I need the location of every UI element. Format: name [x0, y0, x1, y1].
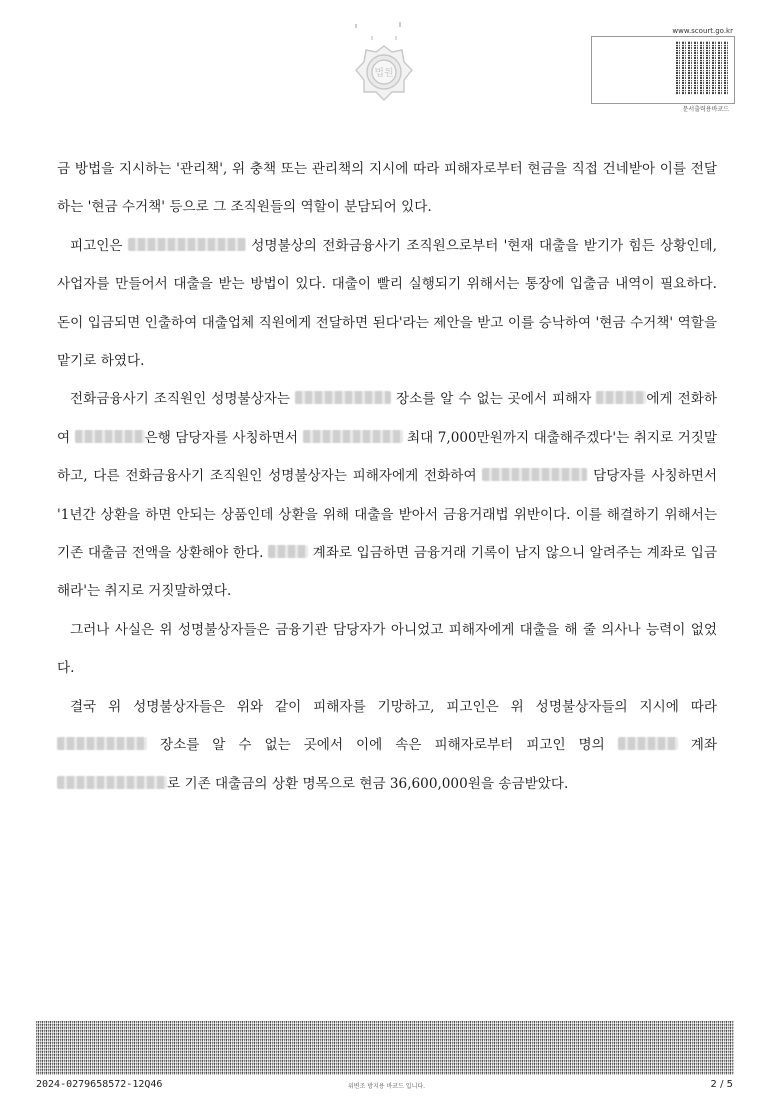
redacted-text	[295, 391, 391, 404]
redacted-text	[128, 238, 246, 251]
seal-label: 법원	[374, 68, 394, 79]
barcode-url: www.scourt.go.kr	[672, 27, 733, 35]
paragraph-4: 그러나 사실은 위 성명불상자들은 금융기관 담당자가 아니었고 피해자에게 대출을 해 줄 의사나 능력이 없었다.	[57, 621, 717, 677]
redacted-text	[57, 776, 167, 789]
paragraph-2: 피고인은 성명불상의 전화금융사기 조직원으로부터 '현재 대출을 받기가 힘든 상황인데, 사업자를 만들어서 대출을 받는 방법이 있다. 대출이 빨리 실행되기 위해서는 통장에 입출금 내역이 필요하다. 돈이 입금되면 인출하여 대출업체 직원에게 전달하면 된다'라는 제안을 받고 이를 승낙하여 '현금 수거책' 역할을 맡기로 하였다.	[57, 237, 717, 370]
court-seal-emblem	[352, 22, 416, 114]
paragraph-1: 금 방법을 지시하는 '관리책', 위 충책 또는 관리책의 지시에 따라 피해자로부터 현금을 직접 건네받아 이를 전달하는 '현금 수거책' 등으로 그 조직원들의 역할이 분담되어 있다.	[57, 161, 717, 216]
document-number: 2024-0279658572-12Q46	[36, 1079, 163, 1090]
barcode-caption: 문서출력용바코드	[682, 106, 729, 113]
redacted-text	[268, 545, 308, 558]
redacted-text	[75, 430, 145, 443]
paragraph-3: 전화금융사기 조직원인 성명불상자는 장소를 알 수 없는 곳에서 피해자 에게 전화하여 은행 담당자를 사칭하면서 최대 7,000만원까지 대출해주겠다'는 취지로 거짓말하고, 다른 전화금융사기 조직원인 성명불상자는 피해자에게 전화하여 담당자를 사칭하면서 '1년간 상환을 하면 안되는 상품인데 상환을 위해 대출을 받아서 금융거래법 위반이다. 이를 해결하기 위해서는 기존 대출금 전액을 상환해야 한다. 계좌로 입금하면 금융거래 기록이 남지 않으니 알려주는 계좌로 입금해라'는 취지로 거짓말하였다.	[57, 391, 718, 600]
redacted-text	[618, 737, 678, 750]
verification-barcode	[591, 36, 735, 104]
redacted-text	[596, 391, 646, 404]
page-number: 2 / 5	[710, 1079, 733, 1090]
anti-forgery-note: 위변조 방지용 바코드 입니다.	[347, 1083, 426, 1090]
paragraph-5: 결국 위 성명불상자들은 위와 같이 피해자를 기망하고, 피고인은 위 성명불상자들의 지시에 따라 장소를 알 수 없는 곳에서 이에 속은 피해자로부터 피고인 명의 계좌로 기존 대출금의 상환 명목으로 현금 36,600,000원을 송금받았다.	[57, 688, 717, 803]
redacted-text	[57, 737, 147, 750]
redacted-text	[303, 430, 403, 443]
document-body	[57, 150, 717, 803]
redacted-text	[482, 468, 587, 481]
